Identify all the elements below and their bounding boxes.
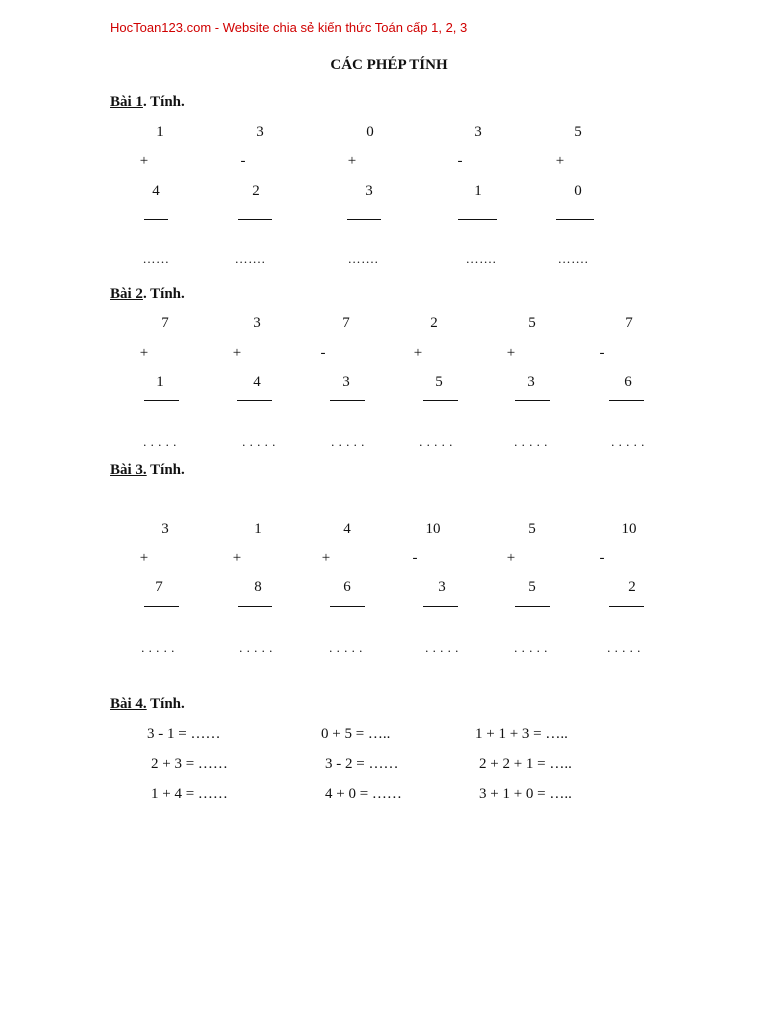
answer-blank: . . . . . [143, 434, 177, 449]
sum-line [347, 219, 381, 220]
operator: + [139, 153, 149, 169]
operator: + [321, 550, 331, 566]
bai4-item: 1 + 1 + 3 = ….. [475, 726, 568, 742]
top-number: 2 [430, 315, 438, 331]
bai1-heading [110, 94, 185, 111]
sum-line [423, 400, 458, 401]
sum-line [144, 606, 179, 607]
bottom-number: 5 [435, 374, 443, 390]
top-number: 0 [366, 124, 374, 140]
sum-line [458, 219, 497, 220]
bottom-number: 3 [527, 374, 535, 390]
bai4-label: Bài 4. [110, 696, 147, 712]
answer-blank: . . . . . [239, 640, 273, 655]
bottom-number: 8 [254, 579, 262, 595]
top-number: 1 [254, 521, 262, 537]
sum-line [330, 400, 365, 401]
operator: + [347, 153, 357, 169]
bai4-item: 4 + 0 = …… [325, 786, 402, 802]
operator: - [240, 153, 246, 169]
top-number: 4 [343, 521, 351, 537]
answer-blank: . . . . . [611, 434, 645, 449]
operator: + [232, 345, 242, 361]
sum-line [423, 606, 458, 607]
sum-line [144, 400, 179, 401]
bai4-heading [110, 696, 185, 713]
sum-line [237, 400, 272, 401]
answer-blank: . . . . . [514, 434, 548, 449]
bottom-number: 3 [438, 579, 446, 595]
bai3-suffix: Tính. [146, 462, 185, 478]
bottom-number: 7 [155, 579, 163, 595]
bottom-number: 2 [628, 579, 636, 595]
top-number: 5 [528, 315, 536, 331]
bottom-number: 3 [365, 183, 373, 199]
bottom-number: 5 [528, 579, 536, 595]
operator: - [320, 345, 326, 361]
top-number: 1 [156, 124, 164, 140]
answer-blank: . . . . . [607, 640, 641, 655]
top-number: 7 [161, 315, 169, 331]
operator: - [412, 550, 418, 566]
top-number: 3 [256, 124, 264, 140]
top-number: 7 [342, 315, 350, 331]
sum-line [144, 219, 168, 220]
operator: + [506, 550, 516, 566]
top-number: 3 [161, 521, 169, 537]
operator: + [139, 550, 149, 566]
bai1-label: Bài 1 [110, 94, 143, 110]
bottom-number: 2 [252, 183, 260, 199]
bai4-item: 3 - 2 = …… [325, 756, 399, 772]
answer-blank: . . . . . [425, 640, 459, 655]
answer-blank: . . . . . [419, 434, 453, 449]
sum-line [515, 606, 550, 607]
sum-line [330, 606, 365, 607]
sum-line [609, 400, 644, 401]
answer-blank: . . . . . [141, 640, 175, 655]
answer-blank: ……. [234, 251, 266, 266]
top-number: 5 [574, 124, 582, 140]
bai3-heading [110, 462, 185, 479]
sum-line [556, 219, 594, 220]
answer-blank: …… [142, 251, 170, 266]
answer-blank: ……. [557, 251, 589, 266]
operator: + [506, 345, 516, 361]
bottom-number: 6 [624, 374, 632, 390]
operator: + [413, 345, 423, 361]
site-header: HocToan123.com - Website chia sẻ kiến thức Toán cấp 1, 2, 3 [110, 20, 468, 35]
bai2-heading [110, 286, 185, 303]
bottom-number: 1 [156, 374, 164, 390]
bai4-item: 2 + 3 = …… [151, 756, 228, 772]
top-number: 10 [621, 521, 637, 537]
operator: + [232, 550, 242, 566]
sum-line [609, 606, 644, 607]
bai2-label: Bài 2 [110, 286, 143, 302]
bai4-item: 0 + 5 = ….. [321, 726, 391, 742]
sum-line [238, 219, 272, 220]
bottom-number: 6 [343, 579, 351, 595]
bai3-label: Bài 3. [110, 462, 147, 478]
bai4-item: 3 - 1 = …… [147, 726, 221, 742]
top-number: 3 [253, 315, 261, 331]
top-number: 7 [625, 315, 633, 331]
bottom-number: 4 [253, 374, 261, 390]
top-number: 10 [425, 521, 441, 537]
bai1-suffix: . Tính. [142, 94, 185, 110]
bottom-number: 4 [152, 183, 160, 199]
operator: - [599, 550, 605, 566]
operator: - [599, 345, 605, 361]
bottom-number: 3 [342, 374, 350, 390]
sum-line [515, 400, 550, 401]
answer-blank: . . . . . [331, 434, 365, 449]
bai4-item: 1 + 4 = …… [151, 786, 228, 802]
page-title: CÁC PHÉP TÍNH [330, 57, 448, 73]
top-number: 3 [474, 124, 482, 140]
operator: + [555, 153, 565, 169]
answer-blank: ……. [465, 251, 497, 266]
bai2-suffix: . Tính. [142, 286, 185, 302]
bai4-suffix: Tính. [146, 696, 185, 712]
bottom-number: 0 [574, 183, 582, 199]
operator: - [457, 153, 463, 169]
sum-line [238, 606, 272, 607]
answer-blank: . . . . . [329, 640, 363, 655]
bai4-item: 2 + 2 + 1 = ….. [479, 756, 572, 772]
answer-blank: . . . . . [242, 434, 276, 449]
answer-blank: ……. [347, 251, 379, 266]
answer-blank: . . . . . [514, 640, 548, 655]
operator: + [139, 345, 149, 361]
bai4-item: 3 + 1 + 0 = ….. [479, 786, 572, 802]
bottom-number: 1 [474, 183, 482, 199]
top-number: 5 [528, 521, 536, 537]
